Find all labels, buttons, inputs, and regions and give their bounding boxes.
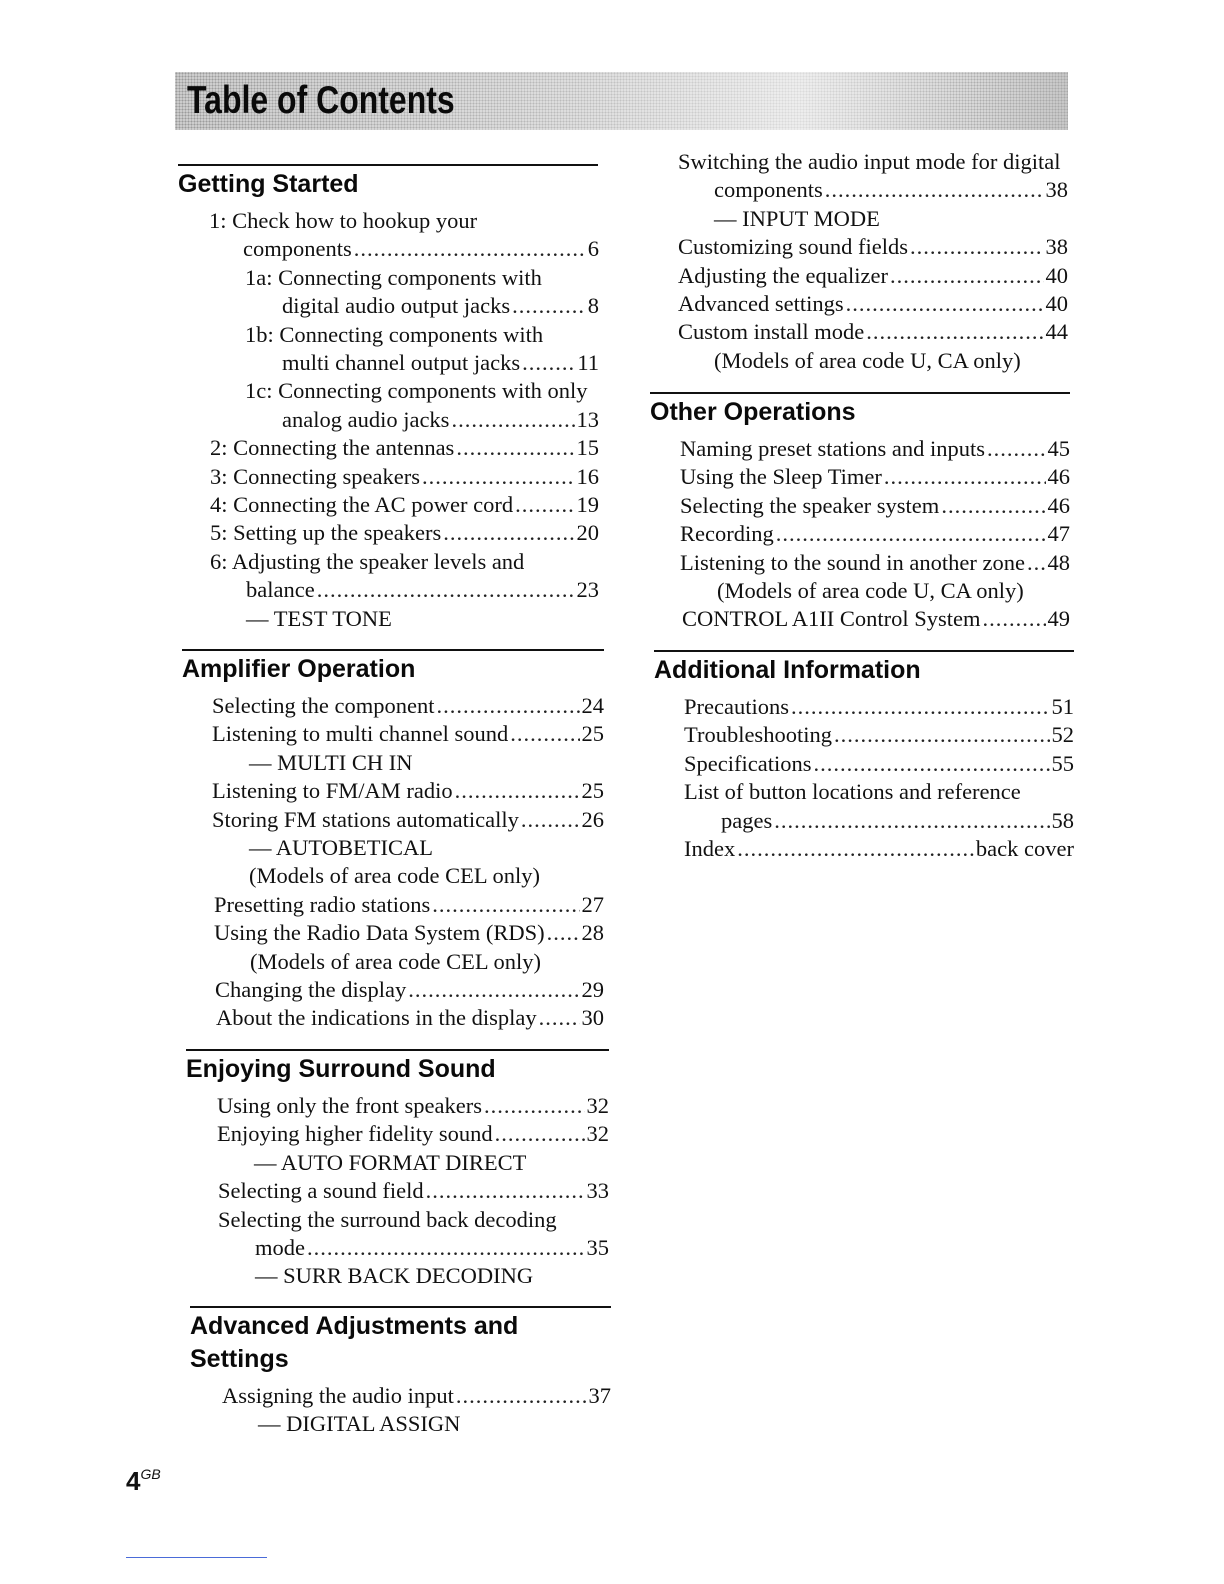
entry-text: balance: [246, 577, 315, 603]
entry-text: 3: Connecting speakers: [210, 463, 420, 489]
entry-text: Listening to the sound in another zone: [680, 549, 1025, 575]
section-rule: [182, 649, 604, 651]
entry-text: components: [243, 236, 352, 262]
page-number: 49: [1047, 606, 1070, 632]
page-number: 19: [576, 492, 599, 518]
toc-entry[interactable]: [650, 435, 1070, 463]
entry-text: Switching the audio input mode for digital: [678, 149, 1061, 174]
leader-dots: [317, 576, 575, 604]
toc-entry[interactable]: [678, 233, 1068, 261]
toc-entry[interactable]: [654, 750, 1074, 778]
section-getting-started: [178, 164, 598, 633]
entry-text: Naming preset stations and inputs: [680, 436, 985, 461]
section-advanced-continued: [678, 148, 1068, 375]
entry-text: Selecting the surround back decoding: [218, 1206, 557, 1232]
leader-dots: [408, 976, 579, 1004]
section-rule: [190, 1306, 611, 1308]
page-number: 25: [581, 778, 604, 804]
leader-dots: [866, 318, 1043, 346]
page-number: 20: [576, 520, 599, 546]
leader-dots: [834, 721, 1050, 749]
entry-text: Using the Radio Data System (RDS): [214, 920, 545, 946]
leader-dots: [791, 693, 1050, 721]
leader-dots: [1027, 549, 1046, 577]
toc-entry[interactable]: [654, 721, 1074, 749]
toc-entry[interactable]: [178, 548, 599, 633]
entry-text: 1c: Connecting components with only: [245, 378, 588, 404]
leader-dots: [451, 406, 574, 434]
toc-entry[interactable]: [678, 148, 1068, 233]
toc-entry[interactable]: [654, 835, 1074, 863]
section-title-amplifier-operation: Amplifier Operation: [182, 655, 416, 683]
page-number: 11: [577, 350, 599, 376]
toc-entry[interactable]: [678, 290, 1068, 318]
entry-text: CONTROL A1II Control System: [682, 606, 981, 632]
toc-entry[interactable]: [186, 1120, 609, 1177]
entry-text: List of button locations and reference: [684, 779, 1021, 805]
entry-text: Listening to FM/AM radio: [212, 778, 453, 804]
entry-note: — AUTO FORMAT DIRECT: [254, 1149, 527, 1175]
entry-text: multi channel output jacks: [282, 350, 521, 376]
entry-text: Selecting the component: [212, 693, 435, 718]
leader-dots: [422, 463, 575, 491]
page-number-footer: [126, 1466, 161, 1497]
leader-dots: [884, 463, 1046, 491]
entry-text: Using only the front speakers: [217, 1093, 482, 1118]
entry-text: Using the Sleep Timer: [680, 464, 882, 490]
page-number: 32: [586, 1093, 609, 1118]
toc-entry[interactable]: [182, 919, 604, 976]
entry-text: 2: Connecting the antennas: [210, 435, 455, 461]
toc-entry[interactable]: [182, 720, 604, 777]
toc-entry[interactable]: [178, 207, 599, 264]
leader-dots: [825, 176, 1044, 204]
page-number: 24: [581, 693, 604, 718]
leader-dots: [776, 520, 1046, 548]
section-amplifier-operation: [182, 649, 604, 1033]
page-number: 46: [1047, 492, 1070, 518]
leader-dots: [941, 492, 1045, 520]
entry-text: mode: [255, 1235, 305, 1261]
section-rule: [178, 164, 598, 166]
toc-entry[interactable]: [186, 1206, 609, 1291]
entry-text: Adjusting the equalizer: [678, 262, 888, 288]
entry-text: Advanced settings: [678, 291, 844, 317]
page-number: 58: [1051, 807, 1074, 833]
entry-text: 1: Check how to hookup your: [209, 208, 478, 233]
section-rule: [186, 1049, 609, 1051]
leader-dots: [890, 262, 1044, 290]
toc-entry[interactable]: [650, 520, 1070, 548]
page-number: 45: [1047, 436, 1070, 461]
leader-dots: [515, 491, 574, 519]
entry-text: Custom install mode: [678, 319, 865, 345]
section-title-additional-information: Additional Information: [654, 656, 921, 684]
entry-text: Listening to multi channel sound: [212, 721, 509, 747]
toc-entry[interactable]: [654, 693, 1074, 721]
toc-entry[interactable]: [650, 549, 1070, 606]
page-number: 48: [1047, 549, 1070, 575]
page-title: Table of Contents: [187, 79, 455, 122]
toc-entry[interactable]: [186, 1092, 609, 1120]
entry-text: 1b: Connecting components with: [245, 321, 544, 347]
toc-entry[interactable]: [182, 806, 604, 891]
page-number: 32: [586, 1121, 609, 1147]
section-rule: [650, 392, 1070, 394]
page-number: 29: [581, 977, 604, 1003]
leader-dots: [813, 750, 1049, 778]
page-number: 37: [588, 1383, 611, 1408]
page-number-value: 4: [126, 1466, 141, 1496]
entry-text: Selecting the speaker system: [680, 492, 940, 518]
page-number: 13: [576, 406, 599, 432]
leader-dots: [522, 349, 575, 377]
toc-entry[interactable]: [650, 492, 1070, 520]
entry-text: Assigning the audio input: [222, 1383, 454, 1408]
entry-text: analog audio jacks: [282, 406, 450, 432]
section-title-enjoying-surround-sound: Enjoying Surround Sound: [186, 1055, 496, 1083]
leader-dots: [354, 235, 586, 263]
entry-note: — INPUT MODE: [714, 205, 880, 231]
entry-note: (Models of area code U, CA only): [717, 578, 1024, 604]
entry-text: Recording: [680, 521, 774, 547]
entry-text: pages: [721, 807, 773, 833]
toc-banner: [175, 72, 1068, 130]
page-number: 16: [576, 463, 599, 489]
section-title-advanced-adjustments: Advanced Adjustments and Settings: [190, 1312, 519, 1373]
page-number: 51: [1051, 694, 1074, 719]
entry-note: (Models of area code U, CA only): [714, 347, 1021, 373]
page-number: 27: [581, 891, 604, 917]
page-number: 40: [1045, 291, 1068, 317]
page-number: 38: [1045, 177, 1068, 203]
section-enjoying-surround-sound: [186, 1049, 609, 1291]
page-number: 15: [576, 435, 599, 461]
toc-entry[interactable]: [178, 434, 599, 462]
entry-text: Precautions: [684, 694, 789, 719]
toc-entry[interactable]: [178, 264, 599, 321]
section-advanced-adjustments: [190, 1306, 611, 1439]
page-number: 55: [1051, 750, 1074, 776]
entry-text: 6: Adjusting the speaker levels and: [210, 548, 525, 574]
leader-dots: [456, 1382, 587, 1410]
entry-text: Customizing sound fields: [678, 234, 908, 260]
entry-text: Index: [684, 836, 736, 862]
page-number-suffix: GB: [140, 1466, 161, 1482]
page-number: back cover: [975, 836, 1074, 862]
leader-dots: [456, 434, 574, 462]
toc-entry[interactable]: [190, 1382, 611, 1439]
page-number: 40: [1045, 262, 1068, 288]
entry-text: Specifications: [684, 750, 812, 776]
page-number: 28: [581, 920, 604, 946]
toc-entry[interactable]: [182, 692, 604, 720]
entry-text: About the indications in the display: [216, 1005, 537, 1031]
leader-dots: [484, 1092, 585, 1120]
section-other-operations: [650, 392, 1070, 634]
toc-entry[interactable]: [182, 1004, 604, 1032]
toc-entry[interactable]: [654, 778, 1074, 835]
entry-text: Enjoying higher fidelity sound: [217, 1121, 493, 1147]
page-number: 25: [581, 721, 604, 747]
toc-entry[interactable]: [178, 321, 599, 378]
entry-note: — SURR BACK DECODING: [255, 1263, 534, 1289]
entry-text: components: [714, 177, 823, 203]
leader-dots: [455, 777, 580, 805]
leader-dots: [443, 519, 574, 547]
section-additional-information: [654, 650, 1074, 863]
entry-text: Changing the display: [215, 977, 407, 1003]
page-number: 26: [581, 806, 604, 832]
page-number: 8: [587, 293, 599, 319]
leader-dots: [510, 720, 579, 748]
toc-entry[interactable]: [178, 491, 599, 519]
leader-dots: [307, 1234, 585, 1262]
entry-text: Selecting a sound field: [218, 1178, 424, 1204]
leader-dots: [512, 292, 586, 320]
entry-text: Troubleshooting: [684, 722, 832, 748]
entry-text: 1a: Connecting components with: [245, 264, 542, 290]
leader-dots: [436, 692, 579, 720]
toc-entry[interactable]: [178, 519, 599, 547]
page-number: 23: [576, 577, 599, 603]
entry-text: digital audio output jacks: [282, 293, 511, 319]
leader-dots: [983, 605, 1046, 633]
toc-entry[interactable]: [182, 891, 604, 919]
page-number: 35: [586, 1235, 609, 1261]
footer-divider: [126, 1557, 267, 1558]
leader-dots: [432, 891, 579, 919]
page-number: 52: [1051, 722, 1074, 748]
entry-note: — TEST TONE: [246, 605, 392, 631]
leader-dots: [737, 835, 974, 863]
leader-dots: [987, 435, 1046, 463]
leader-dots: [846, 290, 1044, 318]
toc-entry[interactable]: [178, 463, 599, 491]
leader-dots: [521, 806, 580, 834]
page-number: 38: [1045, 234, 1068, 260]
page-number: 44: [1045, 319, 1068, 345]
entry-note: — MULTI CH IN: [249, 749, 413, 775]
leader-dots: [495, 1120, 585, 1148]
page-number: 46: [1047, 464, 1070, 490]
entry-text: 4: Connecting the AC power cord: [210, 492, 514, 518]
entry-note: (Models of area code CEL only): [249, 863, 540, 889]
toc-entry[interactable]: [182, 976, 604, 1004]
section-title-getting-started: Getting Started: [178, 170, 359, 198]
entry-note: — DIGITAL ASSIGN: [258, 1411, 461, 1437]
leader-dots: [539, 1004, 580, 1032]
page-number: 6: [587, 236, 599, 262]
leader-dots: [910, 233, 1044, 261]
leader-dots: [547, 919, 580, 947]
section-rule: [654, 650, 1074, 652]
entry-note: (Models of area code CEL only): [250, 948, 541, 974]
leader-dots: [426, 1177, 585, 1205]
page-number: 33: [586, 1178, 609, 1204]
section-title-other-operations: Other Operations: [650, 398, 856, 426]
page-number: 47: [1047, 521, 1070, 547]
toc-entry[interactable]: [650, 605, 1070, 633]
page-number: 30: [581, 1005, 604, 1031]
entry-text: 5: Setting up the speakers: [210, 520, 442, 546]
leader-dots: [774, 807, 1049, 835]
toc-entry[interactable]: [678, 318, 1068, 375]
entry-text: Storing FM stations automatically: [212, 806, 519, 832]
entry-note: — AUTOBETICAL: [249, 835, 433, 861]
toc-entry[interactable]: [650, 463, 1070, 491]
toc-entry[interactable]: [186, 1177, 609, 1205]
entry-text: Presetting radio stations: [214, 891, 431, 917]
toc-entry[interactable]: [678, 262, 1068, 290]
toc-entry[interactable]: [178, 377, 599, 434]
toc-entry[interactable]: [182, 777, 604, 805]
